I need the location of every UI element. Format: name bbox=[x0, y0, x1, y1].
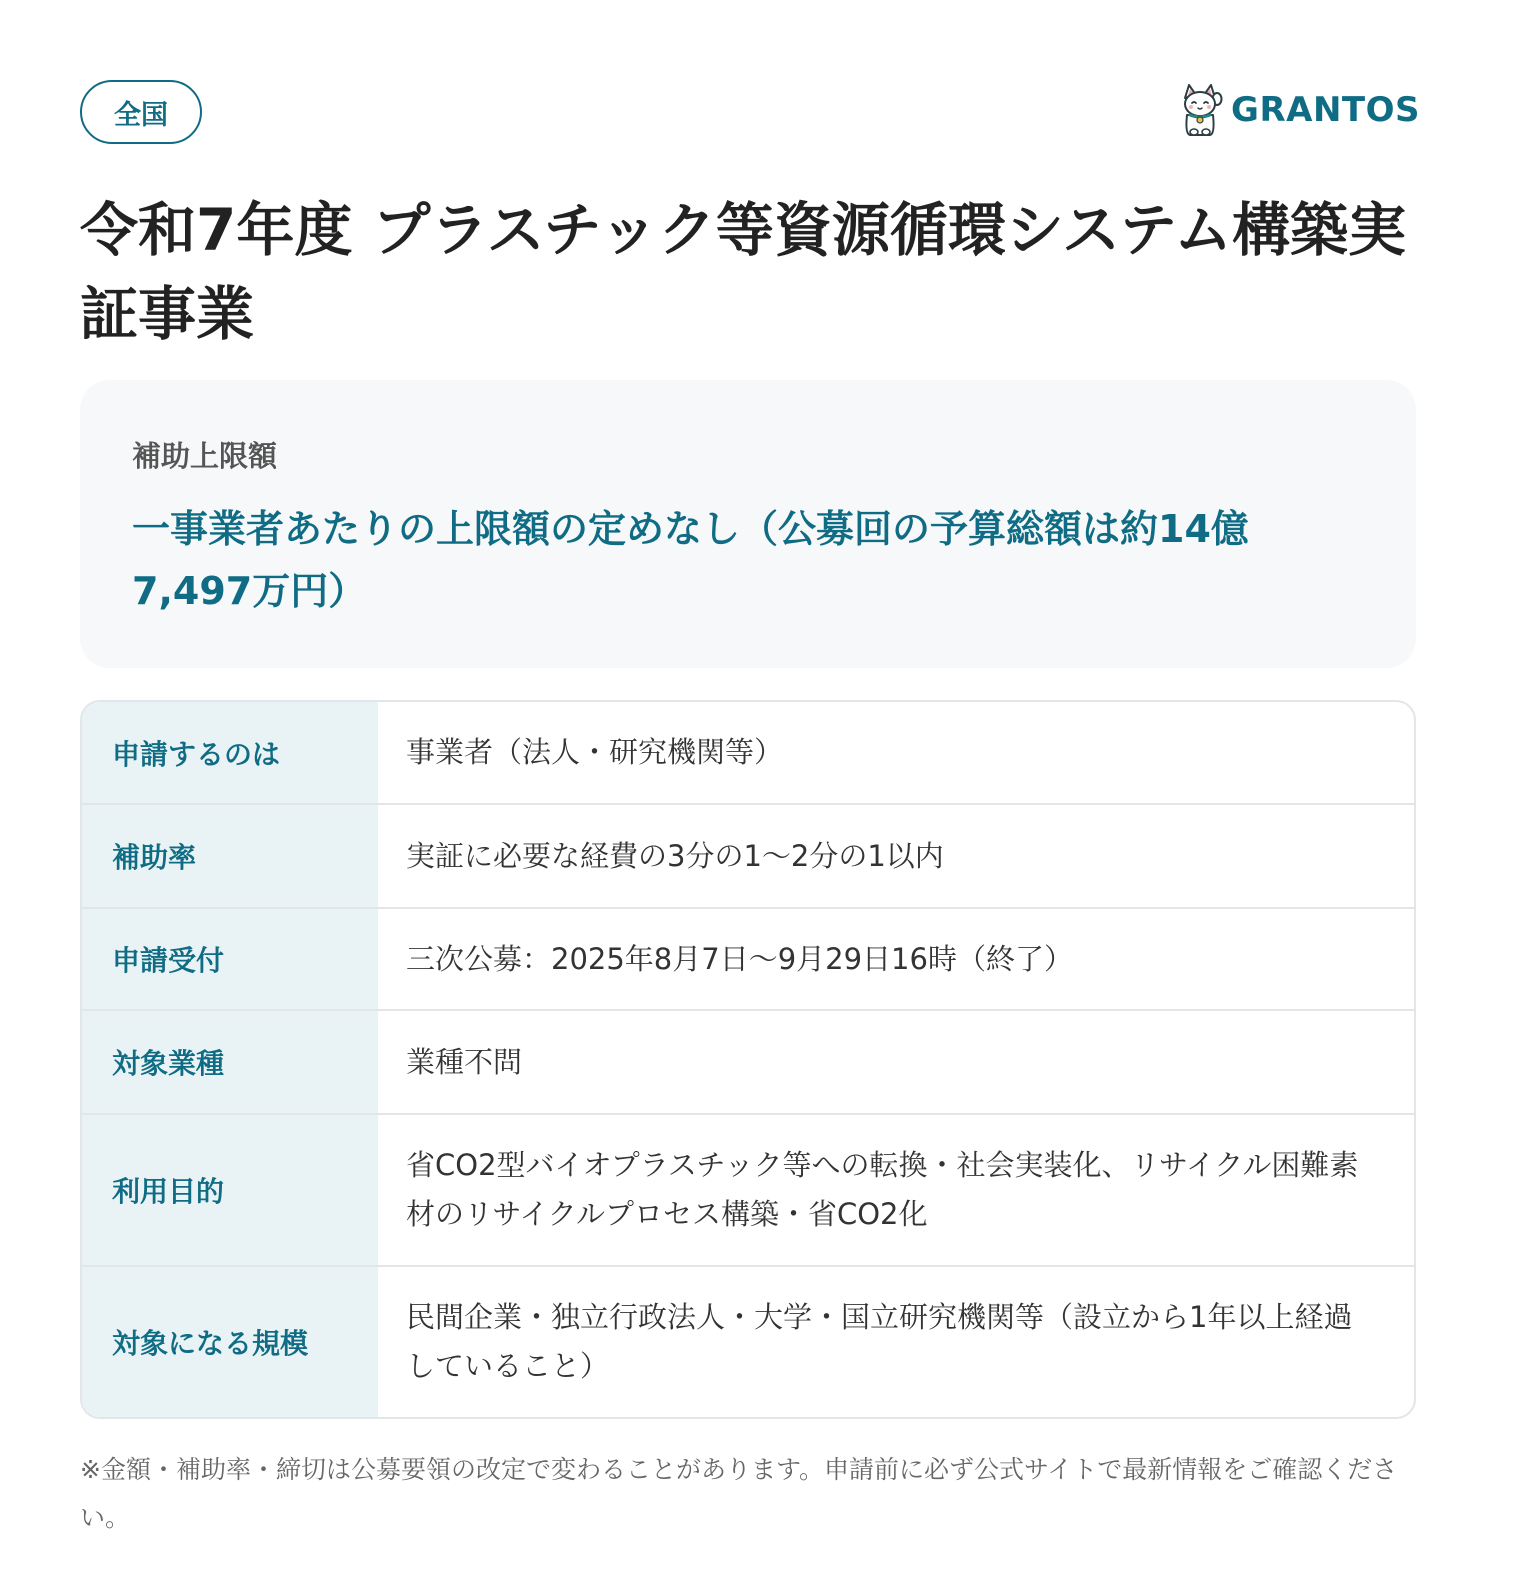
row-label: 対象業種 bbox=[82, 1011, 378, 1113]
row-label: 申請するのは bbox=[82, 702, 378, 803]
table-row-applicant bbox=[82, 702, 1414, 803]
table-row-subsidy-rate bbox=[82, 803, 1414, 907]
table-row-application-period bbox=[82, 907, 1414, 1009]
row-value: 民間企業・独立行政法人・大学・国立研究機関等（設立から1年以上経過していること） bbox=[406, 1300, 1353, 1383]
details-table bbox=[80, 700, 1416, 1419]
row-value: 省CO2型バイオプラスチック等への転換・社会実装化、リサイクル困難素材のリサイクルプロセス構築・省CO2化 bbox=[406, 1148, 1359, 1231]
table-row-purpose bbox=[82, 1113, 1414, 1265]
grantos-logo[interactable] bbox=[1177, 82, 1420, 138]
disclaimer-note: ※金額・補助率・締切は公募要領の改定で変わることがあります。申請前に必ず公式サイトで最新情報をご確認ください。 bbox=[80, 1455, 1398, 1532]
logo-text: GRANTOS bbox=[1231, 90, 1420, 130]
table-row-industry bbox=[82, 1009, 1414, 1113]
row-value: 業種不問 bbox=[406, 1044, 523, 1079]
maneki-neko-cat-icon bbox=[1177, 82, 1223, 138]
row-label: 補助率 bbox=[82, 805, 378, 907]
row-value: 事業者（法人・研究機関等） bbox=[406, 735, 784, 769]
row-label: 対象になる規模 bbox=[82, 1267, 378, 1417]
row-label: 申請受付 bbox=[82, 909, 378, 1009]
page-title: 令和7年度 プラスチック等資源循環システム構築実証事業 bbox=[80, 196, 1407, 348]
region-badge: 全国 bbox=[80, 80, 202, 144]
amount-label: 補助上限額 bbox=[132, 439, 278, 473]
amount-value: 一事業者あたりの上限額の定めなし（公募回の予算総額は約14億7,497万円） bbox=[132, 507, 1249, 613]
row-value: 実証に必要な経費の3分の1〜2分の1以内 bbox=[406, 838, 944, 873]
subsidy-amount-card bbox=[80, 380, 1416, 668]
row-value: 三次公募：2025年8月7日〜9月29日16時（終了） bbox=[406, 941, 1073, 976]
row-label: 利用目的 bbox=[82, 1115, 378, 1265]
table-row-scale bbox=[82, 1265, 1414, 1417]
